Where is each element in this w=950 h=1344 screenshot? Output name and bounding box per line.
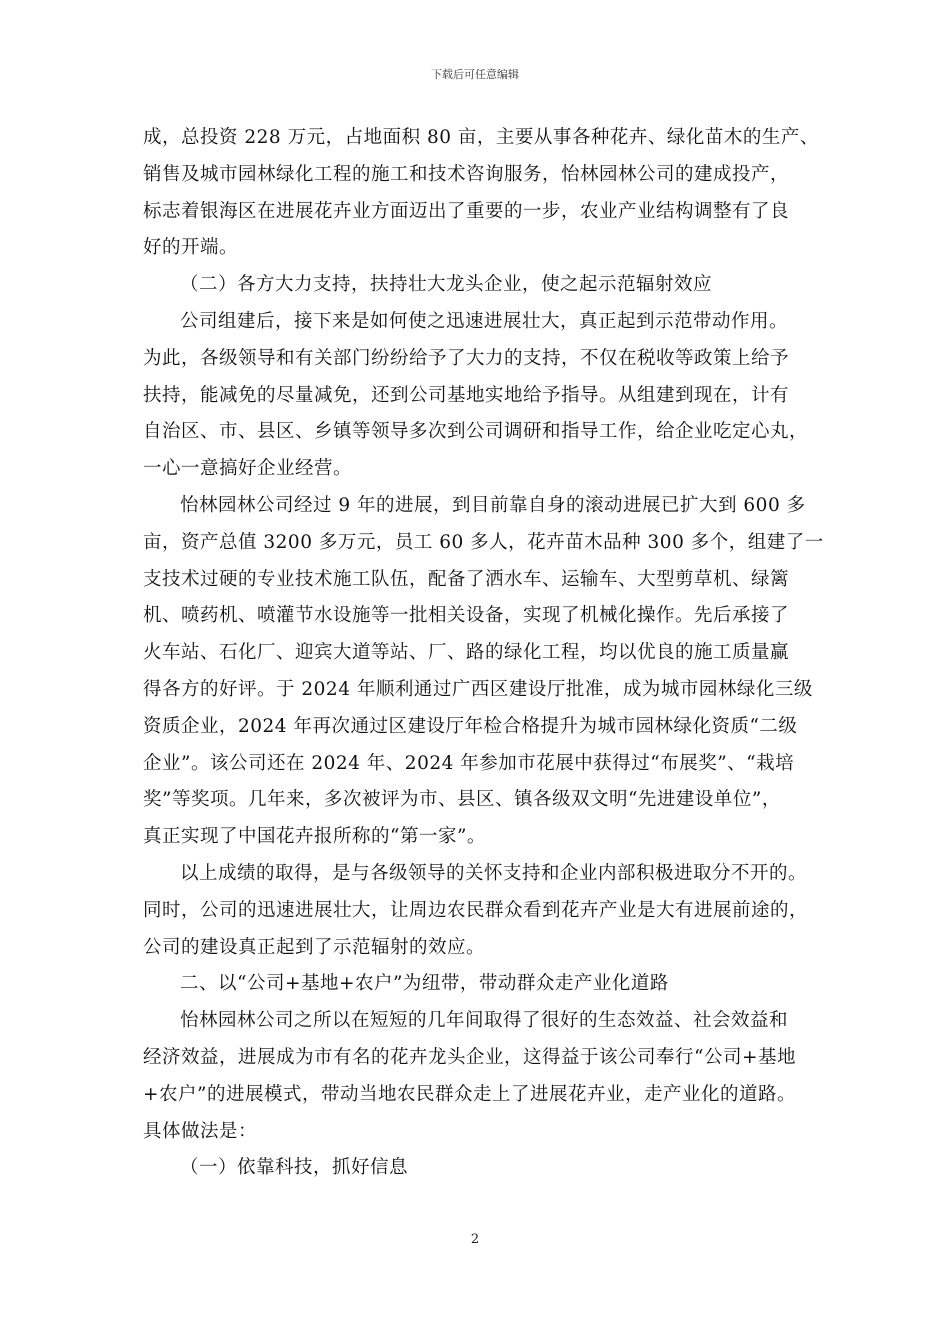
text-line: 资质企业，2024 年再次通过区建设厅年检合格提升为城市园林绿化资质“二级: [143, 715, 798, 737]
text-line: 奖”等奖项。几年来，多次被评为市、县区、镇各级双文明“先进建设单位”，: [143, 789, 781, 811]
text-line: 怡林园林公司之所以在短短的几年间取得了很好的生态效益、社会效益和: [180, 1010, 789, 1032]
paragraph: [143, 304, 811, 341]
heading-text: （二）各方大力支持，扶持壮大龙头企业，使之起示范辐射效应: [180, 274, 713, 296]
text-line: 亩，资产总值 3200 多万元，员工 60 多人，花卉苗木品种 300 多个，组建了一: [143, 531, 824, 553]
section-heading: [143, 966, 811, 1003]
text-line: 好的开端。: [143, 237, 239, 259]
paragraph: [143, 856, 811, 893]
text-line: 经济效益，进展成为市有名的花卉龙头企业，这得益于该公司奉行“公司+基地: [143, 1046, 796, 1068]
text-line: 以上成绩的取得，是与各级领导的关怀支持和企业内部积极进取分不开的。: [180, 862, 808, 884]
text-line: 得各方的好评。于 2024 年顺利通过广西区建设厅批准，成为城市园林绿化三级: [143, 678, 813, 700]
text-line: 真正实现了中国花卉报所称的“第一家”。: [143, 826, 486, 848]
page-header: 下载后可任意编辑: [431, 68, 519, 81]
text-line: 企业”。该公司还在 2024 年、2024 年参加市花展中获得过“布展奖”、“栽培: [143, 752, 795, 774]
text-line: 成，总投资 228 万元，占地面积 80 亩，主要从事各种花卉、绿化苗木的生产、: [143, 127, 819, 148]
text-line: 标志着银海区在进展花卉业方面迈出了重要的一步，农业产业结构调整有了良: [143, 200, 790, 222]
paragraph-lines: [143, 341, 811, 488]
text-line: 怡林园林公司经过 9 年的进展，到目前靠自身的滚动进展已扩大到 600 多: [180, 494, 806, 516]
text-line: 为此，各级领导和有关部门纷纷给予了大力的支持，不仅在税收等政策上给予: [143, 347, 790, 369]
paragraph: [143, 488, 811, 525]
paragraph-lines: [143, 525, 824, 856]
section-heading: [143, 1150, 811, 1187]
text-line: 公司组建后，接下来是如何使之迅速进展壮大，真正起到示范带动作用。: [180, 310, 789, 332]
paragraph-lines: [143, 893, 811, 967]
paragraph-continuation: [143, 120, 819, 267]
text-line: 自治区、市、县区、乡镇等领导多次到公司调研和指导工作，给企业吃定心丸，: [143, 421, 809, 443]
text-line: 支技术过硬的专业技术施工队伍，配备了洒水车、运输车、大型剪草机、绿篱: [143, 568, 790, 590]
paragraph: [143, 1003, 811, 1040]
paragraph-lines: [143, 1040, 811, 1150]
text-line: 一心一意搞好企业经营。: [143, 458, 353, 480]
text-line: +农户”的进展模式，带动当地农民群众走上了进展花卉业，走产业化的道路。: [143, 1083, 796, 1105]
text-line: 销售及城市园林绿化工程的施工和技术咨询服务，怡林园林公司的建成投产，: [143, 163, 790, 185]
text-line: 机、喷药机、喷灌节水设施等一批相关设备，实现了机械化操作。先后承接了: [143, 605, 790, 627]
document-body: [143, 120, 824, 1187]
text-line: 具体做法是：: [143, 1120, 258, 1142]
heading-text: 二、以“公司+基地+农户”为纽带，带动群众走产业化道路: [180, 973, 669, 995]
heading-text: （一）依靠科技，抓好信息: [180, 1157, 409, 1179]
text-line: 公司的建设真正起到了示范辐射的效应。: [143, 936, 486, 958]
text-line: 同时，公司的迅速进展壮大，让周边农民群众看到花卉产业是大有进展前途的，: [143, 899, 809, 921]
text-line: 扶持，能减免的尽量减免，还到公司基地实地给予指导。从组建到现在，计有: [143, 384, 790, 406]
section-heading: [143, 267, 811, 304]
text-line: 火车站、石化厂、迎宾大道等站、厂、路的绿化工程，均以优良的施工质量赢: [143, 642, 790, 664]
page-number: 2: [470, 1232, 480, 1247]
